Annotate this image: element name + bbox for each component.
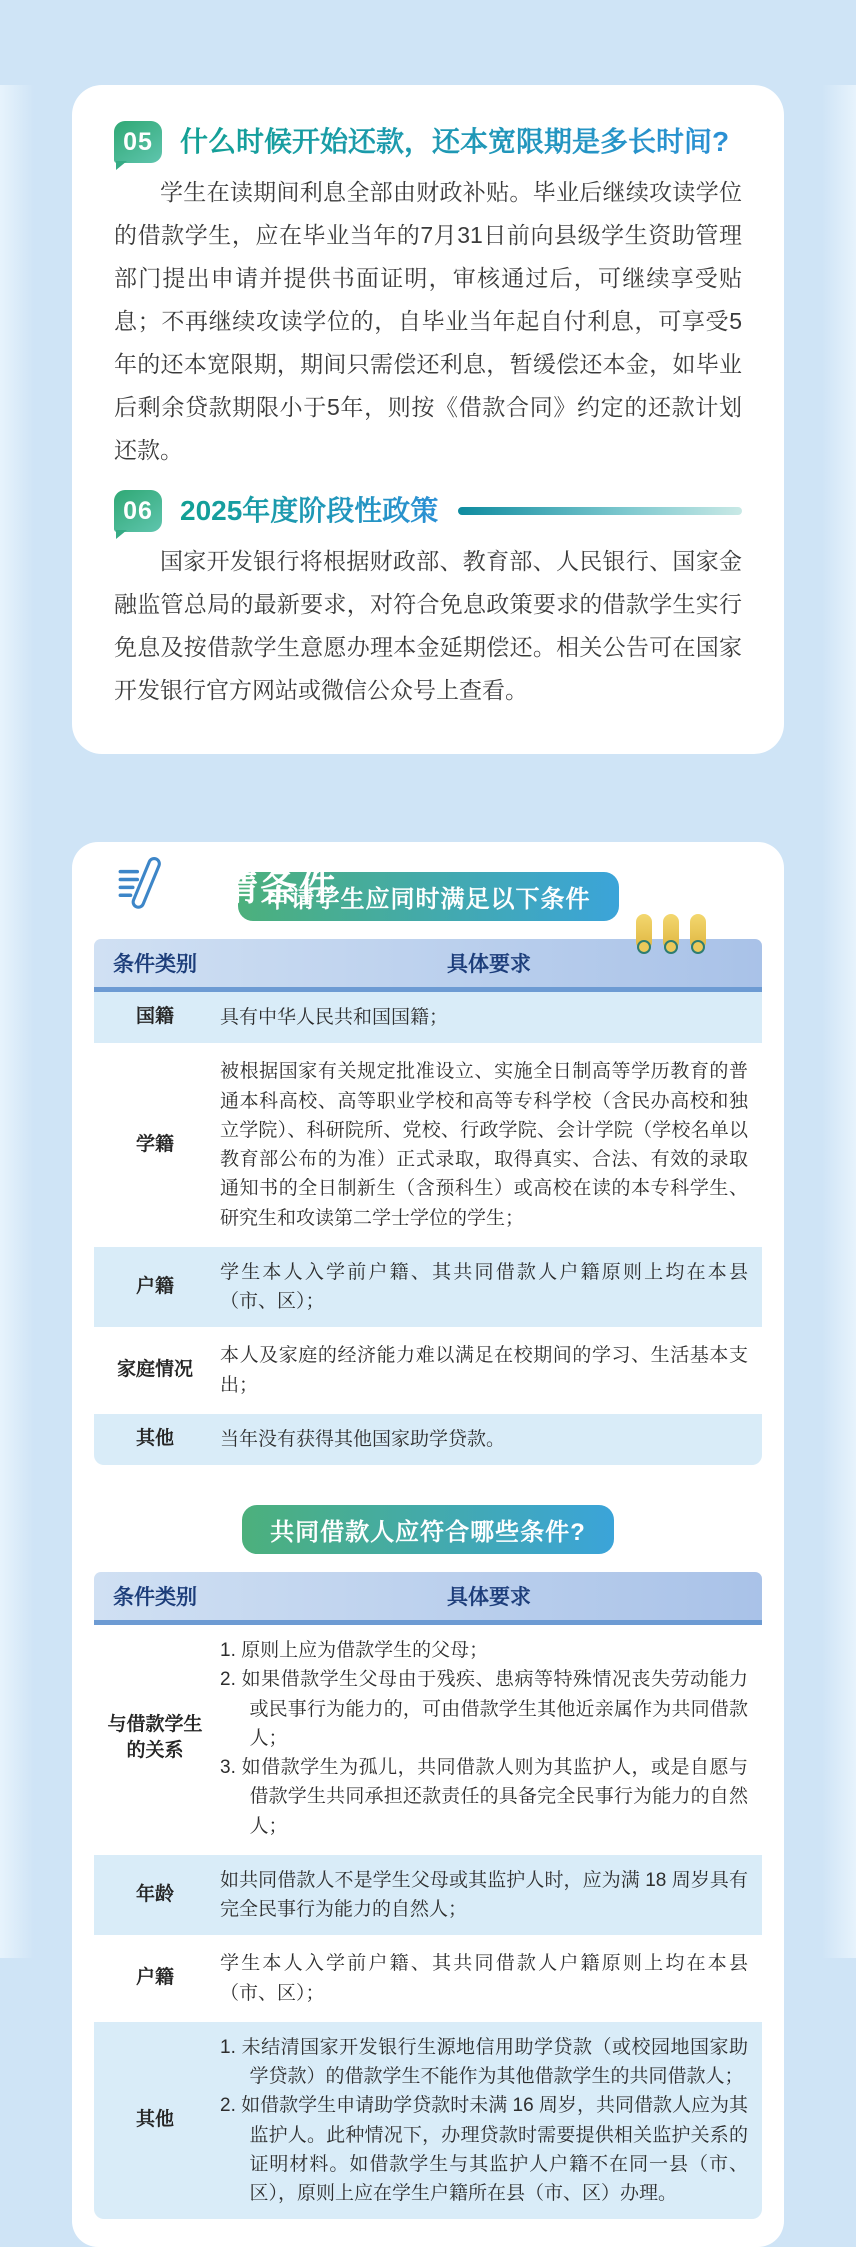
row-content: 本人及家庭的经济能力难以满足在校期间的学习、生活基本支出； [220, 1345, 748, 1396]
row-content: 如共同借款人不是学生父母或其监护人时，应为满 18 周岁具有完全民事行为能力的自然人； [220, 1869, 748, 1920]
student-table-banner: 申请学生应同时满足以下条件 [238, 872, 619, 921]
coborrower-conditions-table [94, 1572, 762, 2219]
row-content: 1. 原则上应为借款学生的父母； 2. 如果借款学生父母由于残疾、患病等特殊情况丧失劳动能力或民事行为能力的，可由借款学生其他近亲属作为共同借款人； 3. 如借款学生为孤儿，共同借款人则为其监护人，或是自愿与借款学生共同承担还款责任的具备完全民事行为能力的自然人； [220, 1640, 748, 1837]
row-label: 家庭情况 [116, 1359, 193, 1381]
apply-conditions-section [72, 842, 784, 2247]
table-row [94, 2019, 762, 2220]
table-row [94, 1043, 762, 1244]
section-title: 申请条件 [182, 867, 338, 908]
table-row [94, 1411, 762, 1465]
faq-header [114, 490, 742, 532]
infographic-page [0, 85, 856, 2204]
row-label: 与借款学生的关系 [107, 1713, 203, 1762]
faq-item-05 [114, 121, 742, 472]
row-label: 年龄 [135, 1883, 174, 1905]
column-header-category: 条件类别 [113, 953, 197, 976]
row-content: 当年没有获得其他国家助学贷款。 [220, 1428, 506, 1450]
pin-icon [663, 914, 679, 950]
student-conditions-table [94, 939, 762, 1465]
faq-question-title: 什么时候开始还款，还本宽限期是多长时间? [180, 126, 730, 158]
faq-answer-text: 学生在读期间利息全部由财政补贴。毕业后继续攻读学位的借款学生，应在毕业当年的7月31日前向县级学生资助管理部门提出申请并提供书面证明，审核通过后，可继续享受贴息；不再继续攻读学位的，自毕业当年起自付利息，可享受5年的还本宽限期，期间只需偿还利息，暂缓偿还本金，如毕业后剩余贷款期限小于5年，则按《借款合同》约定的还款计划还款。 [114, 179, 742, 463]
table-row [94, 992, 762, 1043]
column-header-category: 条件类别 [113, 1586, 197, 1609]
row-content: 学生本人入学前户籍、其共同借款人户籍原则上均在本县（市、区）； [220, 1953, 748, 2004]
row-label: 户籍 [135, 1967, 174, 1989]
row-content: 被根据国家有关规定批准设立、实施全日制高等学历教育的普通本科高校、高等职业学校和高等专科学校（含民办高校和独立学院）、科研院所、党校、行政学院、会计学院（学校名单以教育部公布的为准）正式录取，取得真实、合法、有效的录取通知书的全日制新生（含预科生）或高校在读的本专科学生、研究生和攻读第二学士学位的学生； [220, 1061, 748, 1229]
faq-header [114, 121, 742, 163]
row-content: 学生本人入学前户籍、其共同借款人户籍原则上均在本县（市、区）； [220, 1261, 748, 1312]
table-row [94, 1327, 762, 1411]
table-row [94, 1852, 762, 1936]
decorative-gradient-rule [458, 507, 742, 515]
document-pen-icon [108, 857, 162, 911]
faq-answer-text: 国家开发银行将根据财政部、教育部、人民银行、国家金融监管总局的最新要求，对符合免息政策要求的借款学生实行免息及按借款学生意愿办理本金延期偿还。相关公告可在国家开发银行官方网站或微信公众号上查看。 [114, 548, 742, 703]
table-row [94, 1244, 762, 1328]
number-badge: 06 [114, 490, 162, 532]
pin-icon [636, 914, 652, 950]
table-header-row [94, 1572, 762, 1625]
pin-icon [690, 914, 706, 950]
binder-pins-icon [636, 914, 706, 950]
row-label: 国籍 [135, 1006, 174, 1028]
row-label: 其他 [135, 1428, 174, 1450]
section-tab-header [108, 857, 338, 911]
table-row [94, 1625, 762, 1852]
number-badge: 05 [114, 121, 162, 163]
coborrower-table-banner: 共同借款人应符合哪些条件? [242, 1505, 614, 1554]
row-label: 学籍 [135, 1133, 174, 1155]
faq-item-06 [114, 490, 742, 712]
row-label: 其他 [135, 2109, 174, 2131]
faq-card [72, 85, 784, 754]
row-content: 具有中华人民共和国国籍； [220, 1007, 449, 1028]
row-label: 户籍 [135, 1275, 174, 1297]
column-header-requirement: 具体要求 [447, 1586, 531, 1609]
table-row [94, 1935, 762, 2019]
apply-card [72, 842, 784, 2247]
row-content: 1. 未结清国家开发银行生源地信用助学贷款（或校园地国家助学贷款）的借款学生不能作为其他借款学生的共同借款人； 2. 如借款学生申请助学贷款时未满 16 周岁，共同借款人应为其监护人。此种情况下，办理贷款时需要提供相关监护关系的证明材料。如借款学生与其监护人户籍不在同一县（市、区），原则上应在学生户籍所在县（市、区）办理。 [220, 2036, 748, 2204]
faq-question-title: 2025年度阶段性政策 [180, 495, 439, 527]
column-header-requirement: 具体要求 [447, 953, 531, 976]
